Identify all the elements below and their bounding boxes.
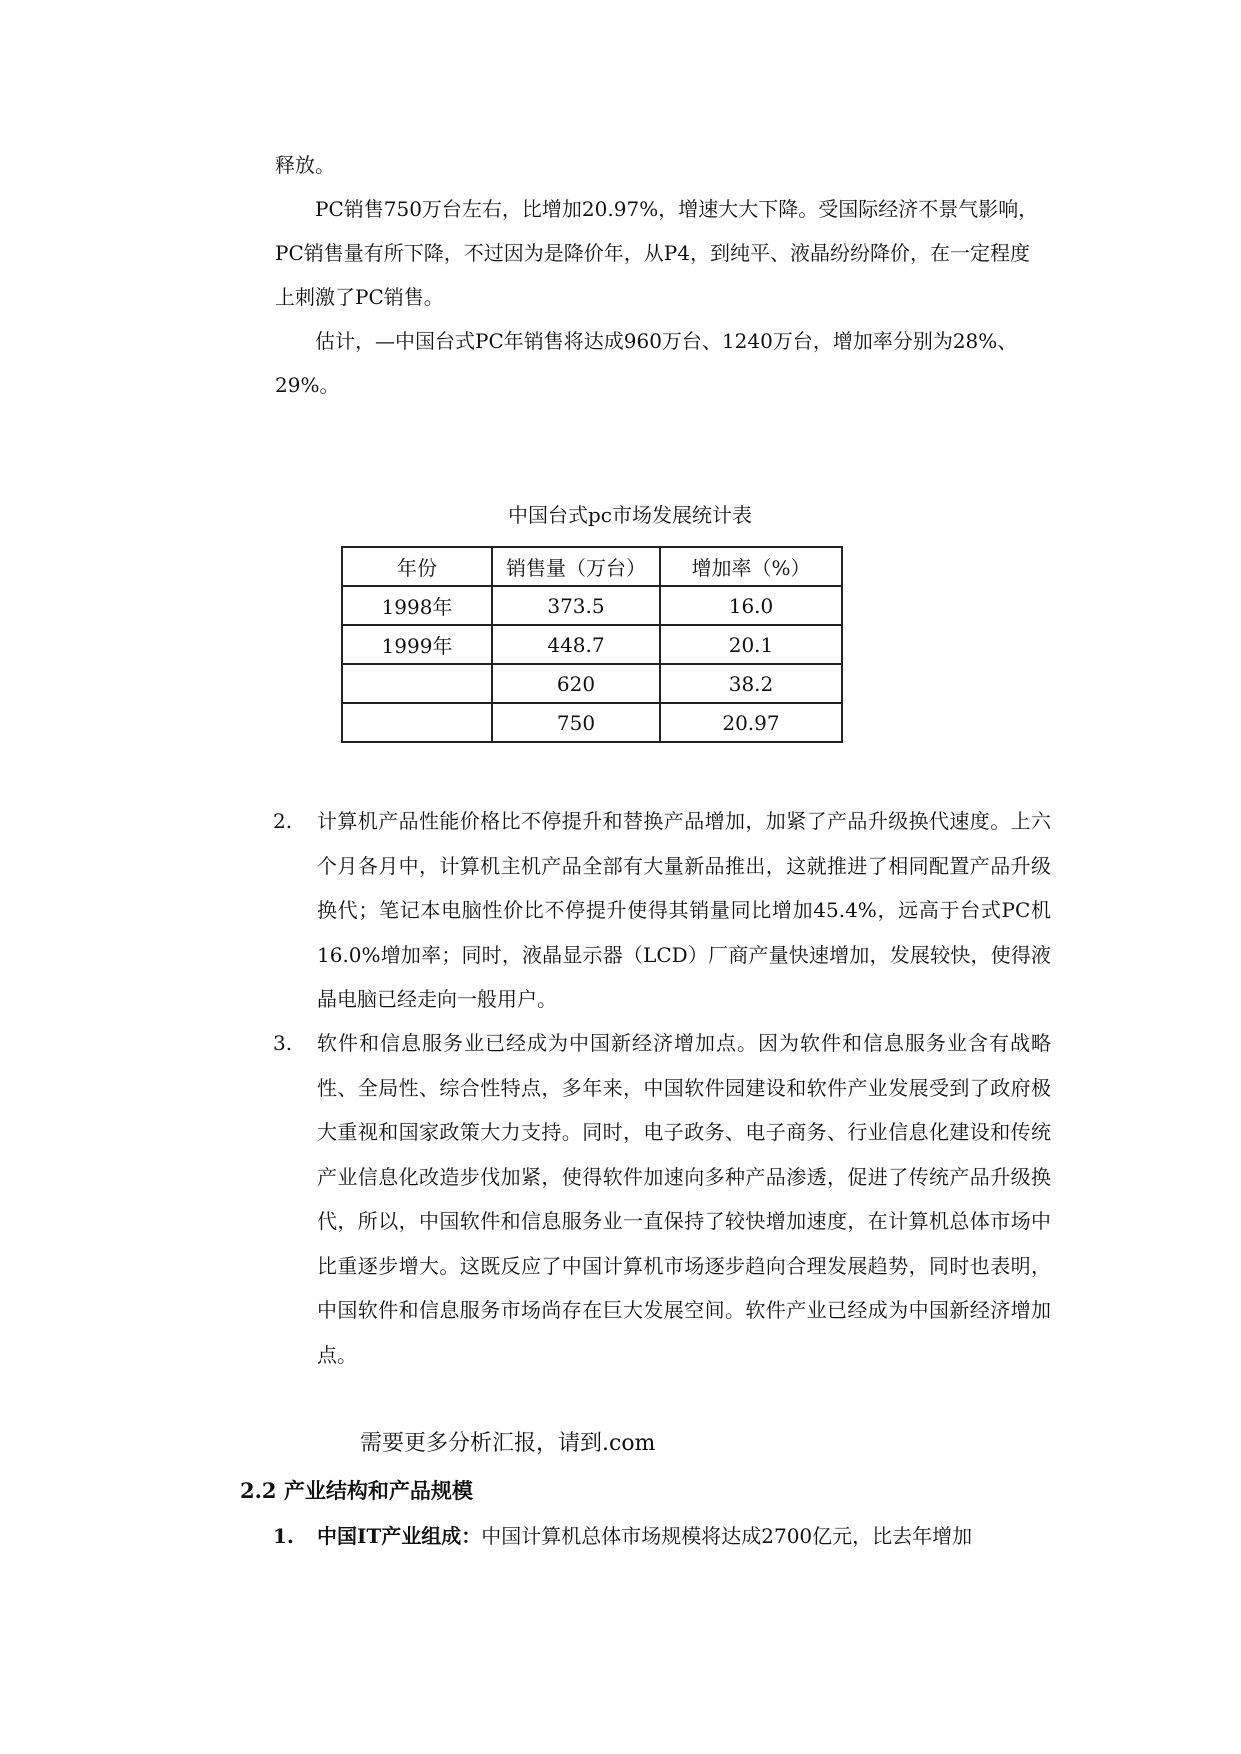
table-row	[342, 664, 842, 703]
paragraph-pc-sales: PC销售750万台左右，比增加20.97%，增速大大下降。受国际经济不景气影响，PC销售量有所下降，不过因为是降价年，从P4，到纯平、液晶纷纷降价，在一定程度上刺激了PC销售。	[275, 197, 1039, 309]
cell-year	[342, 703, 492, 742]
cell-sales: 373.5	[492, 586, 660, 625]
cell-year	[342, 664, 492, 703]
cell-growth: 20.1	[660, 625, 842, 664]
list-text: 软件和信息服务业已经成为中国新经济增加点。因为软件和信息服务业含有战略性、全局性、综合性特点，多年来，中国软件园建设和软件产业发展受到了政府极大重视和国家政策大力支持。同时，电子政务、电子商务、行业信息化建设和传统产业信息化改造步伐加紧，使得软件加速向多种产品渗透，促进了传统产品升级换代，所以，中国软件和信息服务业一直保持了较快增加速度，在计算机总体市场中比重逐步增大。这既反应了中国计算机市场逐步趋向合理发展趋势，同时也表明，中国软件和信息服务市场尚存在巨大发展空间。软件产业已经成为中国新经济增加点。	[317, 1031, 1051, 1367]
cell-growth: 38.2	[660, 664, 842, 703]
list-text: 计算机产品性能价格比不停提升和替换产品增加，加紧了产品升级换代速度。上六个月各月中，计算机主机产品全部有大量新品推出，这就推进了相同配置产品升级换代；笔记本电脑性价比不停提升使得其销量同比增加45.4%，远高于台式PC机16.0%增加率；同时，液晶显示器（LCD）厂商产量快速增加，发展较快，使得液晶电脑已经走向一般用户。	[317, 809, 1051, 1011]
list-lead-text: 中国计算机总体市场规模将达成2700亿元，比去年增加	[481, 1524, 973, 1548]
paragraph-release: 释放。	[275, 153, 335, 177]
cell-year: 1998年	[342, 586, 492, 625]
list-number: 1.	[273, 1524, 294, 1548]
cell-sales: 620	[492, 664, 660, 703]
list-number: 2.	[273, 809, 293, 833]
cell-growth: 16.0	[660, 586, 842, 625]
cell-year: 1999年	[342, 625, 492, 664]
cell-sales: 750	[492, 703, 660, 742]
section-heading: 2.2 产业结构和产品规模	[240, 1478, 473, 1503]
header-year: 年份	[342, 547, 492, 586]
table-row	[342, 703, 842, 742]
list-text	[317, 1514, 1051, 1559]
table-header-row	[342, 547, 842, 586]
table-row	[342, 625, 842, 664]
header-growth: 增加率（%）	[660, 547, 842, 586]
header-sales: 销售量（万台）	[492, 547, 660, 586]
promo-text: 需要更多分析汇报，请到.com	[360, 1431, 656, 1456]
paragraph-estimate: 估计，—中国台式PC年销售将达成960万台、1240万台，增加率分别为28%、29%。	[275, 329, 1018, 397]
cell-sales: 448.7	[492, 625, 660, 664]
stats-table	[341, 546, 843, 743]
cell-growth: 20.97	[660, 703, 842, 742]
list-number: 3.	[273, 1031, 293, 1055]
list-bold-lead: 中国IT产业组成：	[317, 1524, 482, 1548]
table-caption: 中国台式pc市场发展统计表	[507, 503, 752, 527]
table-row	[342, 586, 842, 625]
